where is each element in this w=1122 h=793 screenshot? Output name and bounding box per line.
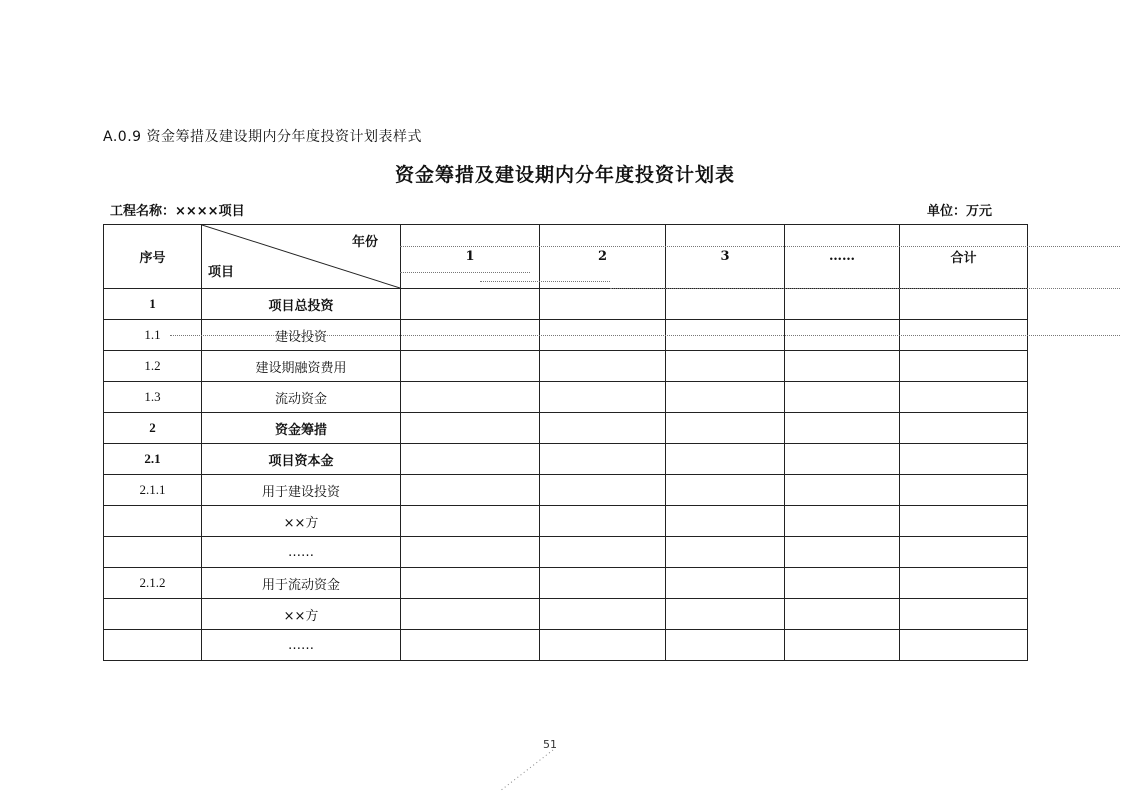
header-year-1: 1	[401, 225, 540, 289]
header-item-label: 项目	[208, 265, 235, 280]
scan-artifact-line	[170, 335, 1120, 336]
header-year-2: 2	[540, 225, 666, 289]
row-seq-cell	[104, 599, 202, 630]
row-value-cell	[401, 630, 540, 661]
scan-artifact-line	[400, 246, 1120, 247]
row-value-cell	[666, 289, 785, 320]
row-value-cell	[540, 568, 666, 599]
row-seq-cell: 1.2	[104, 351, 202, 382]
table-row	[104, 351, 1028, 382]
row-value-cell	[540, 289, 666, 320]
row-value-cell	[900, 599, 1028, 630]
row-value-cell	[540, 413, 666, 444]
header-diagonal-cell	[202, 225, 401, 289]
row-item-cell: ××方	[202, 599, 401, 630]
row-value-cell	[900, 444, 1028, 475]
row-value-cell	[401, 351, 540, 382]
row-value-cell	[666, 413, 785, 444]
row-value-cell	[540, 351, 666, 382]
row-item-cell: 资金筹措	[202, 413, 401, 444]
row-item-cell: 建设投资	[202, 320, 401, 351]
row-value-cell	[540, 506, 666, 537]
row-value-cell	[666, 599, 785, 630]
header-total: 合计	[900, 225, 1028, 289]
row-item-cell: 项目总投资	[202, 289, 401, 320]
row-item-cell: 用于流动资金	[202, 568, 401, 599]
row-value-cell	[401, 537, 540, 568]
row-value-cell	[900, 630, 1028, 661]
row-seq-cell: 2.1	[104, 444, 202, 475]
row-seq-cell	[104, 630, 202, 661]
row-item-cell: ……	[202, 537, 401, 568]
row-value-cell	[900, 475, 1028, 506]
row-value-cell	[785, 289, 900, 320]
row-value-cell	[401, 413, 540, 444]
row-seq-cell: 1.1	[104, 320, 202, 351]
scan-artifact-line	[498, 748, 558, 793]
row-seq-cell: 1.3	[104, 382, 202, 413]
row-value-cell	[785, 382, 900, 413]
row-value-cell	[401, 506, 540, 537]
page-number: 51	[543, 738, 557, 751]
row-value-cell	[785, 599, 900, 630]
row-value-cell	[785, 568, 900, 599]
table-row	[104, 630, 1028, 661]
section-caption: A.0.9 资金筹措及建设期内分年度投资计划表样式	[103, 129, 422, 145]
row-value-cell	[540, 475, 666, 506]
row-value-cell	[900, 289, 1028, 320]
row-value-cell	[666, 444, 785, 475]
row-value-cell	[900, 382, 1028, 413]
header-year-label: 年份	[351, 235, 378, 250]
row-item-cell: ××方	[202, 506, 401, 537]
project-name-label: 工程名称：××××项目	[110, 204, 245, 219]
row-item-cell: ……	[202, 630, 401, 661]
row-value-cell	[401, 444, 540, 475]
row-value-cell	[401, 599, 540, 630]
row-seq-cell: 2	[104, 413, 202, 444]
row-value-cell	[785, 475, 900, 506]
row-value-cell	[666, 630, 785, 661]
scan-artifact-line	[610, 288, 1120, 289]
row-value-cell	[401, 289, 540, 320]
row-value-cell	[666, 537, 785, 568]
row-value-cell	[540, 382, 666, 413]
row-value-cell	[900, 537, 1028, 568]
row-value-cell	[666, 568, 785, 599]
table-row	[104, 444, 1028, 475]
row-value-cell	[785, 630, 900, 661]
row-value-cell	[540, 537, 666, 568]
row-seq-cell	[104, 506, 202, 537]
row-item-cell: 项目资本金	[202, 444, 401, 475]
header-year-3: 3	[666, 225, 785, 289]
row-value-cell	[540, 444, 666, 475]
row-seq-cell: 1	[104, 289, 202, 320]
row-value-cell	[785, 444, 900, 475]
scan-artifact-line	[400, 272, 530, 273]
row-value-cell	[666, 382, 785, 413]
row-value-cell	[900, 506, 1028, 537]
investment-plan-table	[103, 224, 1028, 661]
row-value-cell	[401, 382, 540, 413]
row-value-cell	[401, 568, 540, 599]
table-row	[104, 289, 1028, 320]
row-value-cell	[666, 351, 785, 382]
table-row	[104, 537, 1028, 568]
table-row	[104, 382, 1028, 413]
row-value-cell	[401, 475, 540, 506]
row-value-cell	[540, 599, 666, 630]
table-row	[104, 413, 1028, 444]
row-seq-cell: 2.1.1	[104, 475, 202, 506]
row-value-cell	[900, 568, 1028, 599]
row-value-cell	[540, 630, 666, 661]
table-row	[104, 568, 1028, 599]
table-header-row	[104, 225, 1028, 289]
row-value-cell	[785, 351, 900, 382]
scan-artifact-line	[480, 281, 610, 282]
row-value-cell	[785, 413, 900, 444]
row-item-cell: 建设期融资费用	[202, 351, 401, 382]
page-title: 资金筹措及建设期内分年度投资计划表	[394, 164, 735, 186]
row-item-cell: 用于建设投资	[202, 475, 401, 506]
header-year-ellipsis: ……	[785, 225, 900, 289]
unit-label: 单位：万元	[927, 204, 993, 219]
row-value-cell	[900, 351, 1028, 382]
table-row	[104, 506, 1028, 537]
row-value-cell	[900, 413, 1028, 444]
header-seq: 序号	[104, 225, 202, 289]
table-row	[104, 475, 1028, 506]
row-seq-cell	[104, 537, 202, 568]
row-item-cell: 流动资金	[202, 382, 401, 413]
row-value-cell	[666, 475, 785, 506]
row-value-cell	[666, 506, 785, 537]
row-value-cell	[785, 537, 900, 568]
row-value-cell	[785, 506, 900, 537]
row-seq-cell: 2.1.2	[104, 568, 202, 599]
table-row	[104, 599, 1028, 630]
